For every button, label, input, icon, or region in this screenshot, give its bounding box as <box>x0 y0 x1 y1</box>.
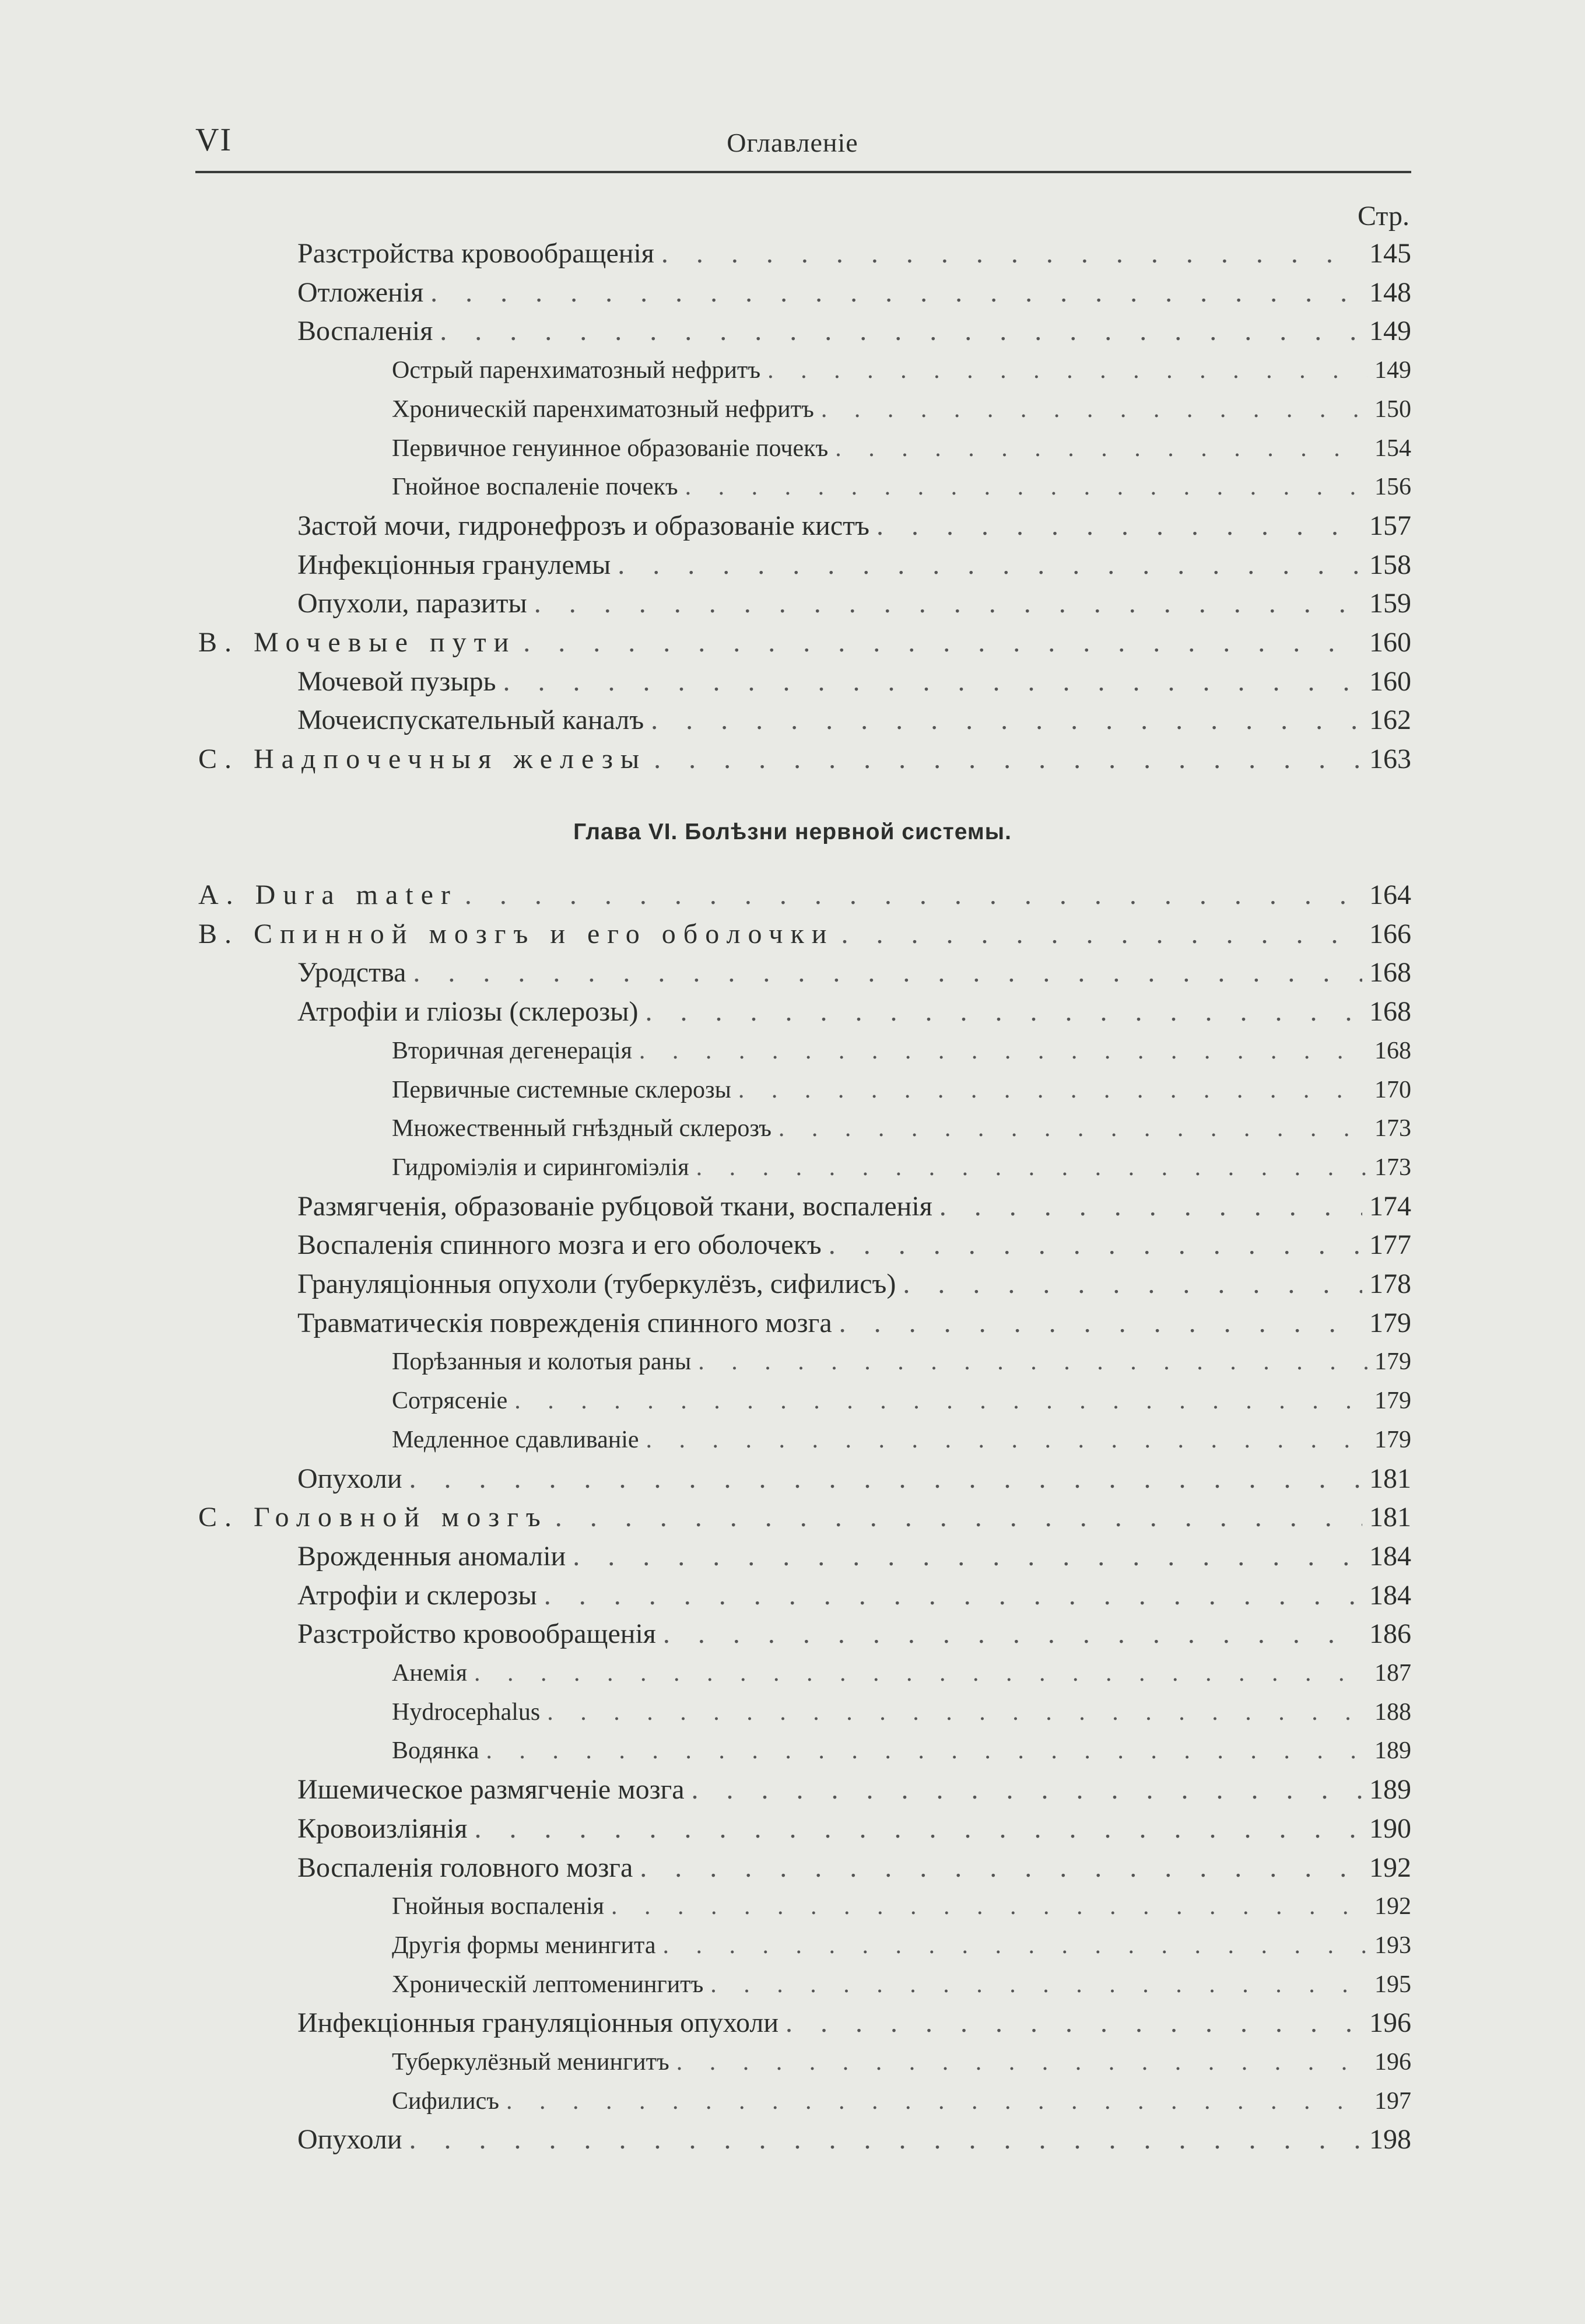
toc-entry <box>297 1771 1411 1809</box>
toc-entry-page: 196 <box>1374 2049 1411 2076</box>
toc-entry-page: 149 <box>1374 357 1411 384</box>
toc-entry-label: Атрофіи и гліозы (склерозы) <box>297 996 639 1028</box>
toc-entry <box>392 390 1411 429</box>
toc-entry-page: 188 <box>1374 1698 1411 1726</box>
toc-entry <box>297 1187 1411 1226</box>
toc-entry <box>392 1342 1411 1381</box>
dot-leader <box>544 1576 1362 1615</box>
toc-entry-page: 192 <box>1369 1852 1411 1883</box>
toc-entry-page: 158 <box>1369 549 1411 580</box>
toc-entry-page: 186 <box>1369 1618 1411 1650</box>
running-title: Оглавленіе <box>727 128 858 157</box>
toc-entry-page: 181 <box>1369 1502 1411 1533</box>
toc-entry-label: Разстройства кровообращенія <box>297 238 654 269</box>
dot-leader <box>696 1148 1367 1187</box>
toc-entry <box>392 1071 1411 1109</box>
toc-entry-page: 148 <box>1369 276 1411 308</box>
toc-entry-page: 179 <box>1374 1387 1411 1415</box>
toc-entry-label: Опухоли, паразиты <box>297 588 527 619</box>
toc-entry-page: 173 <box>1374 1115 1411 1142</box>
toc-entry-label: Хроническій лептоменингитъ <box>392 1971 704 1998</box>
toc-entry-label: Кровоизліянія <box>297 1813 468 1844</box>
toc-entry-label: C. Головной мозгъ <box>198 1502 548 1533</box>
toc-entry <box>297 663 1411 701</box>
toc-entry <box>297 1849 1411 1887</box>
toc-entry-label: Инфекціонныя гранулемы <box>297 549 611 580</box>
dot-leader <box>474 1654 1367 1692</box>
toc-entry-page: 193 <box>1374 1932 1411 1959</box>
toc-entry-label: A. Dura mater <box>198 879 458 910</box>
toc-entry-label: Инфекціонныя грануляціонныя опухоли <box>297 2007 779 2039</box>
toc-entry <box>297 1265 1411 1303</box>
toc-entry-label: Первичные системные склерозы <box>392 1076 731 1103</box>
toc-entry-label: Опухоли <box>297 1463 402 1494</box>
toc-entry <box>392 1731 1411 1770</box>
dot-leader <box>651 701 1362 739</box>
dot-leader <box>547 1693 1367 1731</box>
toc-entry <box>297 1810 1411 1848</box>
dot-leader <box>646 1421 1367 1459</box>
toc-entry-label: Острый паренхиматозный нефритъ <box>392 357 761 384</box>
toc-entry-label: Мочеиспускательный каналъ <box>297 704 644 736</box>
dot-leader <box>663 1615 1362 1653</box>
toc-entry <box>392 1926 1411 1965</box>
chapter-heading: Глава VI. Болѣзни нервной системы. <box>573 819 1012 844</box>
toc-entry-label: Атрофіи и склерозы <box>297 1579 537 1611</box>
toc-entry <box>392 1148 1411 1187</box>
toc-entry-page: 179 <box>1369 1307 1411 1338</box>
toc-entry-page: 162 <box>1369 704 1411 736</box>
toc-entry-page: 164 <box>1369 879 1411 910</box>
toc-entry-label: Гнойныя воспаленія <box>392 1893 604 1920</box>
toc-entry-page: 150 <box>1374 395 1411 423</box>
dot-leader <box>692 1771 1362 1809</box>
toc-entry <box>198 623 1411 662</box>
dot-leader <box>645 993 1362 1031</box>
toc-entry-label: Множественный гнѣздный склерозъ <box>392 1115 772 1142</box>
dot-leader <box>640 1849 1362 1887</box>
toc-entry <box>392 1109 1411 1148</box>
dot-leader <box>663 1926 1367 1965</box>
dot-leader <box>685 468 1367 506</box>
toc-entry <box>392 351 1411 390</box>
toc-entry <box>392 1654 1411 1692</box>
toc-entry-page: 187 <box>1374 1660 1411 1687</box>
toc-entry-page: 196 <box>1369 2007 1411 2039</box>
toc-entry <box>392 1382 1411 1420</box>
dot-leader <box>710 1965 1367 2004</box>
toc-entry-label: Вторичная дегенерація <box>392 1037 632 1064</box>
dot-leader <box>440 312 1362 350</box>
toc-entry <box>297 993 1411 1031</box>
toc-entry-label: Отложенія <box>297 276 424 308</box>
toc-entry-label: Медленное сдавливаніе <box>392 1426 639 1453</box>
toc-entry-label: Воспаленія <box>297 316 433 347</box>
toc-entry-page: 168 <box>1369 996 1411 1028</box>
toc-entry-label: Туберкулёзный менингитъ <box>392 2049 669 2076</box>
toc-entry-label: Опухоли <box>297 2124 402 2155</box>
toc-entry <box>392 1421 1411 1459</box>
dot-leader <box>611 1887 1367 1926</box>
dot-leader <box>618 546 1362 584</box>
toc-entry-label: Уродства <box>297 957 406 989</box>
toc-entry-page: 181 <box>1369 1463 1411 1494</box>
toc-entry <box>198 876 1411 914</box>
dot-leader <box>939 1187 1362 1226</box>
toc-entry-page: 192 <box>1374 1893 1411 1920</box>
toc-entry-page: 195 <box>1374 1971 1411 1998</box>
toc-entry-label: Hydrocephalus <box>392 1698 541 1726</box>
dot-leader <box>839 1304 1362 1342</box>
toc-entry-page: 159 <box>1369 588 1411 619</box>
dot-leader <box>786 2004 1362 2042</box>
dot-leader <box>903 1265 1362 1303</box>
toc-entry-page: 184 <box>1369 1579 1411 1611</box>
toc-entry-label: Водянка <box>392 1737 479 1765</box>
toc-entry <box>297 954 1411 992</box>
toc-entry <box>392 1887 1411 1926</box>
toc-entry-page: 178 <box>1369 1268 1411 1299</box>
dot-leader <box>474 1810 1362 1848</box>
toc-entry-page: 177 <box>1369 1229 1411 1261</box>
toc-entry-label: Сифилисъ <box>392 2087 499 2115</box>
toc-entry <box>392 1965 1411 2004</box>
dot-leader <box>503 663 1363 701</box>
toc-entry-page: 189 <box>1369 1774 1411 1806</box>
toc-entry-label: Размягченія, образованіе рубцовой ткани, воспаленія <box>297 1190 932 1222</box>
toc-entry-page: 198 <box>1369 2124 1411 2155</box>
toc-entry-label: Гнойное воспаленіе почекъ <box>392 474 678 501</box>
dot-leader <box>698 1342 1367 1381</box>
dot-leader <box>413 954 1362 992</box>
toc-entry-label: Ишемическое размягченіе мозга <box>297 1774 685 1806</box>
dot-leader <box>506 2082 1367 2120</box>
toc-entry <box>297 1615 1411 1653</box>
toc-entry-label: Разстройство кровообращенія <box>297 1618 656 1650</box>
toc-entry-page: 179 <box>1374 1348 1411 1376</box>
toc-entry-page: 190 <box>1369 1813 1411 1844</box>
toc-entry <box>297 584 1411 623</box>
toc-entry-page: 189 <box>1374 1737 1411 1765</box>
toc-entry-label: Мочевой пузырь <box>297 665 496 697</box>
toc-entry-page: 160 <box>1369 627 1411 658</box>
toc-entry-label: Анемія <box>392 1660 468 1687</box>
toc-entry-label: C. Надпочечныя железы <box>198 744 647 775</box>
toc-entry-page: 174 <box>1369 1190 1411 1222</box>
toc-entry <box>297 1460 1411 1498</box>
toc-entry-page: 184 <box>1369 1540 1411 1572</box>
toc-entry-page: 156 <box>1374 474 1411 501</box>
toc-entry <box>297 312 1411 350</box>
toc-entry-page: 160 <box>1369 665 1411 697</box>
toc-entry <box>297 1226 1411 1264</box>
dot-leader <box>573 1537 1362 1576</box>
dot-leader <box>534 584 1362 623</box>
toc-entry-label: Гидроміэлія и сирингоміэлія <box>392 1154 689 1181</box>
toc-entry-page: 154 <box>1374 434 1411 462</box>
toc-entry <box>297 701 1411 739</box>
toc-entry <box>297 2120 1411 2159</box>
toc-entry <box>392 429 1411 468</box>
toc-entry-label: Воспаленія головного мозга <box>297 1852 633 1883</box>
toc-entry <box>198 1498 1411 1537</box>
toc-entry <box>198 915 1411 954</box>
toc-entry-label: B. Спинной мозгъ и его оболочки <box>198 918 834 949</box>
toc-entry-label: Первичное генуинное образованіе почекъ <box>392 434 829 462</box>
toc-entry-label: Хроническій паренхиматозный нефритъ <box>392 395 814 423</box>
dot-leader <box>654 740 1362 779</box>
dot-leader <box>409 1460 1362 1498</box>
toc-entry-label: Травматическія поврежденія спинного мозга <box>297 1307 832 1338</box>
dot-leader <box>514 1382 1367 1420</box>
toc-entry-label: Другія формы менингита <box>392 1932 656 1959</box>
toc-entry <box>297 1576 1411 1615</box>
dot-leader <box>409 2120 1362 2159</box>
toc-entry <box>297 1304 1411 1342</box>
toc-entry <box>297 507 1411 545</box>
dot-leader <box>430 274 1362 312</box>
header-rule <box>195 171 1411 173</box>
toc-entry-page: 145 <box>1369 238 1411 269</box>
toc-entry <box>198 740 1411 779</box>
toc-entry <box>392 2043 1411 2081</box>
toc-entry-label: Сотрясеніе <box>392 1387 508 1415</box>
toc-entry-page: 168 <box>1369 957 1411 989</box>
toc-entry-label: Застой мочи, гидронефрозъ и образованіе кистъ <box>297 510 869 541</box>
dot-leader <box>661 234 1362 273</box>
dot-leader <box>835 429 1367 468</box>
dot-leader <box>555 1498 1362 1537</box>
toc-entry-page: 173 <box>1374 1154 1411 1181</box>
toc-entry <box>392 468 1411 506</box>
dot-leader <box>876 507 1362 545</box>
dot-leader <box>486 1731 1367 1770</box>
toc-entry <box>392 1032 1411 1070</box>
toc-entry-page: 170 <box>1374 1076 1411 1103</box>
toc-entry-page: 166 <box>1369 918 1411 949</box>
dot-leader <box>639 1032 1367 1070</box>
toc-entry-label: Грануляціонныя опухоли (туберкулёзъ, сифилисъ) <box>297 1268 896 1299</box>
toc-entry <box>297 274 1411 312</box>
toc-entry-label: Порѣзанныя и колотыя раны <box>392 1348 692 1376</box>
dot-leader <box>676 2043 1367 2081</box>
toc-entry <box>297 234 1411 273</box>
dot-leader <box>829 1226 1362 1264</box>
dot-leader <box>821 390 1367 429</box>
toc-entry-label: B. Мочевые пути <box>198 627 517 658</box>
toc-entry-page: 149 <box>1369 316 1411 347</box>
toc-entry <box>297 1537 1411 1576</box>
toc-entry-page: 197 <box>1374 2087 1411 2115</box>
toc-entry-page: 157 <box>1369 510 1411 541</box>
dot-leader <box>465 876 1362 914</box>
dot-leader <box>523 623 1362 662</box>
toc-entry-label: Воспаленія спинного мозга и его оболочекъ <box>297 1229 822 1261</box>
toc-entry-label: Врожденныя аномаліи <box>297 1540 566 1572</box>
toc-entry-page: 168 <box>1374 1037 1411 1064</box>
toc-entry <box>392 2082 1411 2120</box>
toc-entry <box>392 1693 1411 1731</box>
dot-leader <box>738 1071 1367 1109</box>
toc-entry-page: 179 <box>1374 1426 1411 1453</box>
page-number-roman: VI <box>195 122 233 158</box>
toc-entry-page: 163 <box>1369 744 1411 775</box>
dot-leader <box>841 915 1362 954</box>
dot-leader <box>767 351 1367 390</box>
toc-entry <box>297 546 1411 584</box>
dot-leader <box>779 1109 1367 1148</box>
toc-entry <box>297 2004 1411 2042</box>
page-column-heading: Стр. <box>1358 201 1409 232</box>
